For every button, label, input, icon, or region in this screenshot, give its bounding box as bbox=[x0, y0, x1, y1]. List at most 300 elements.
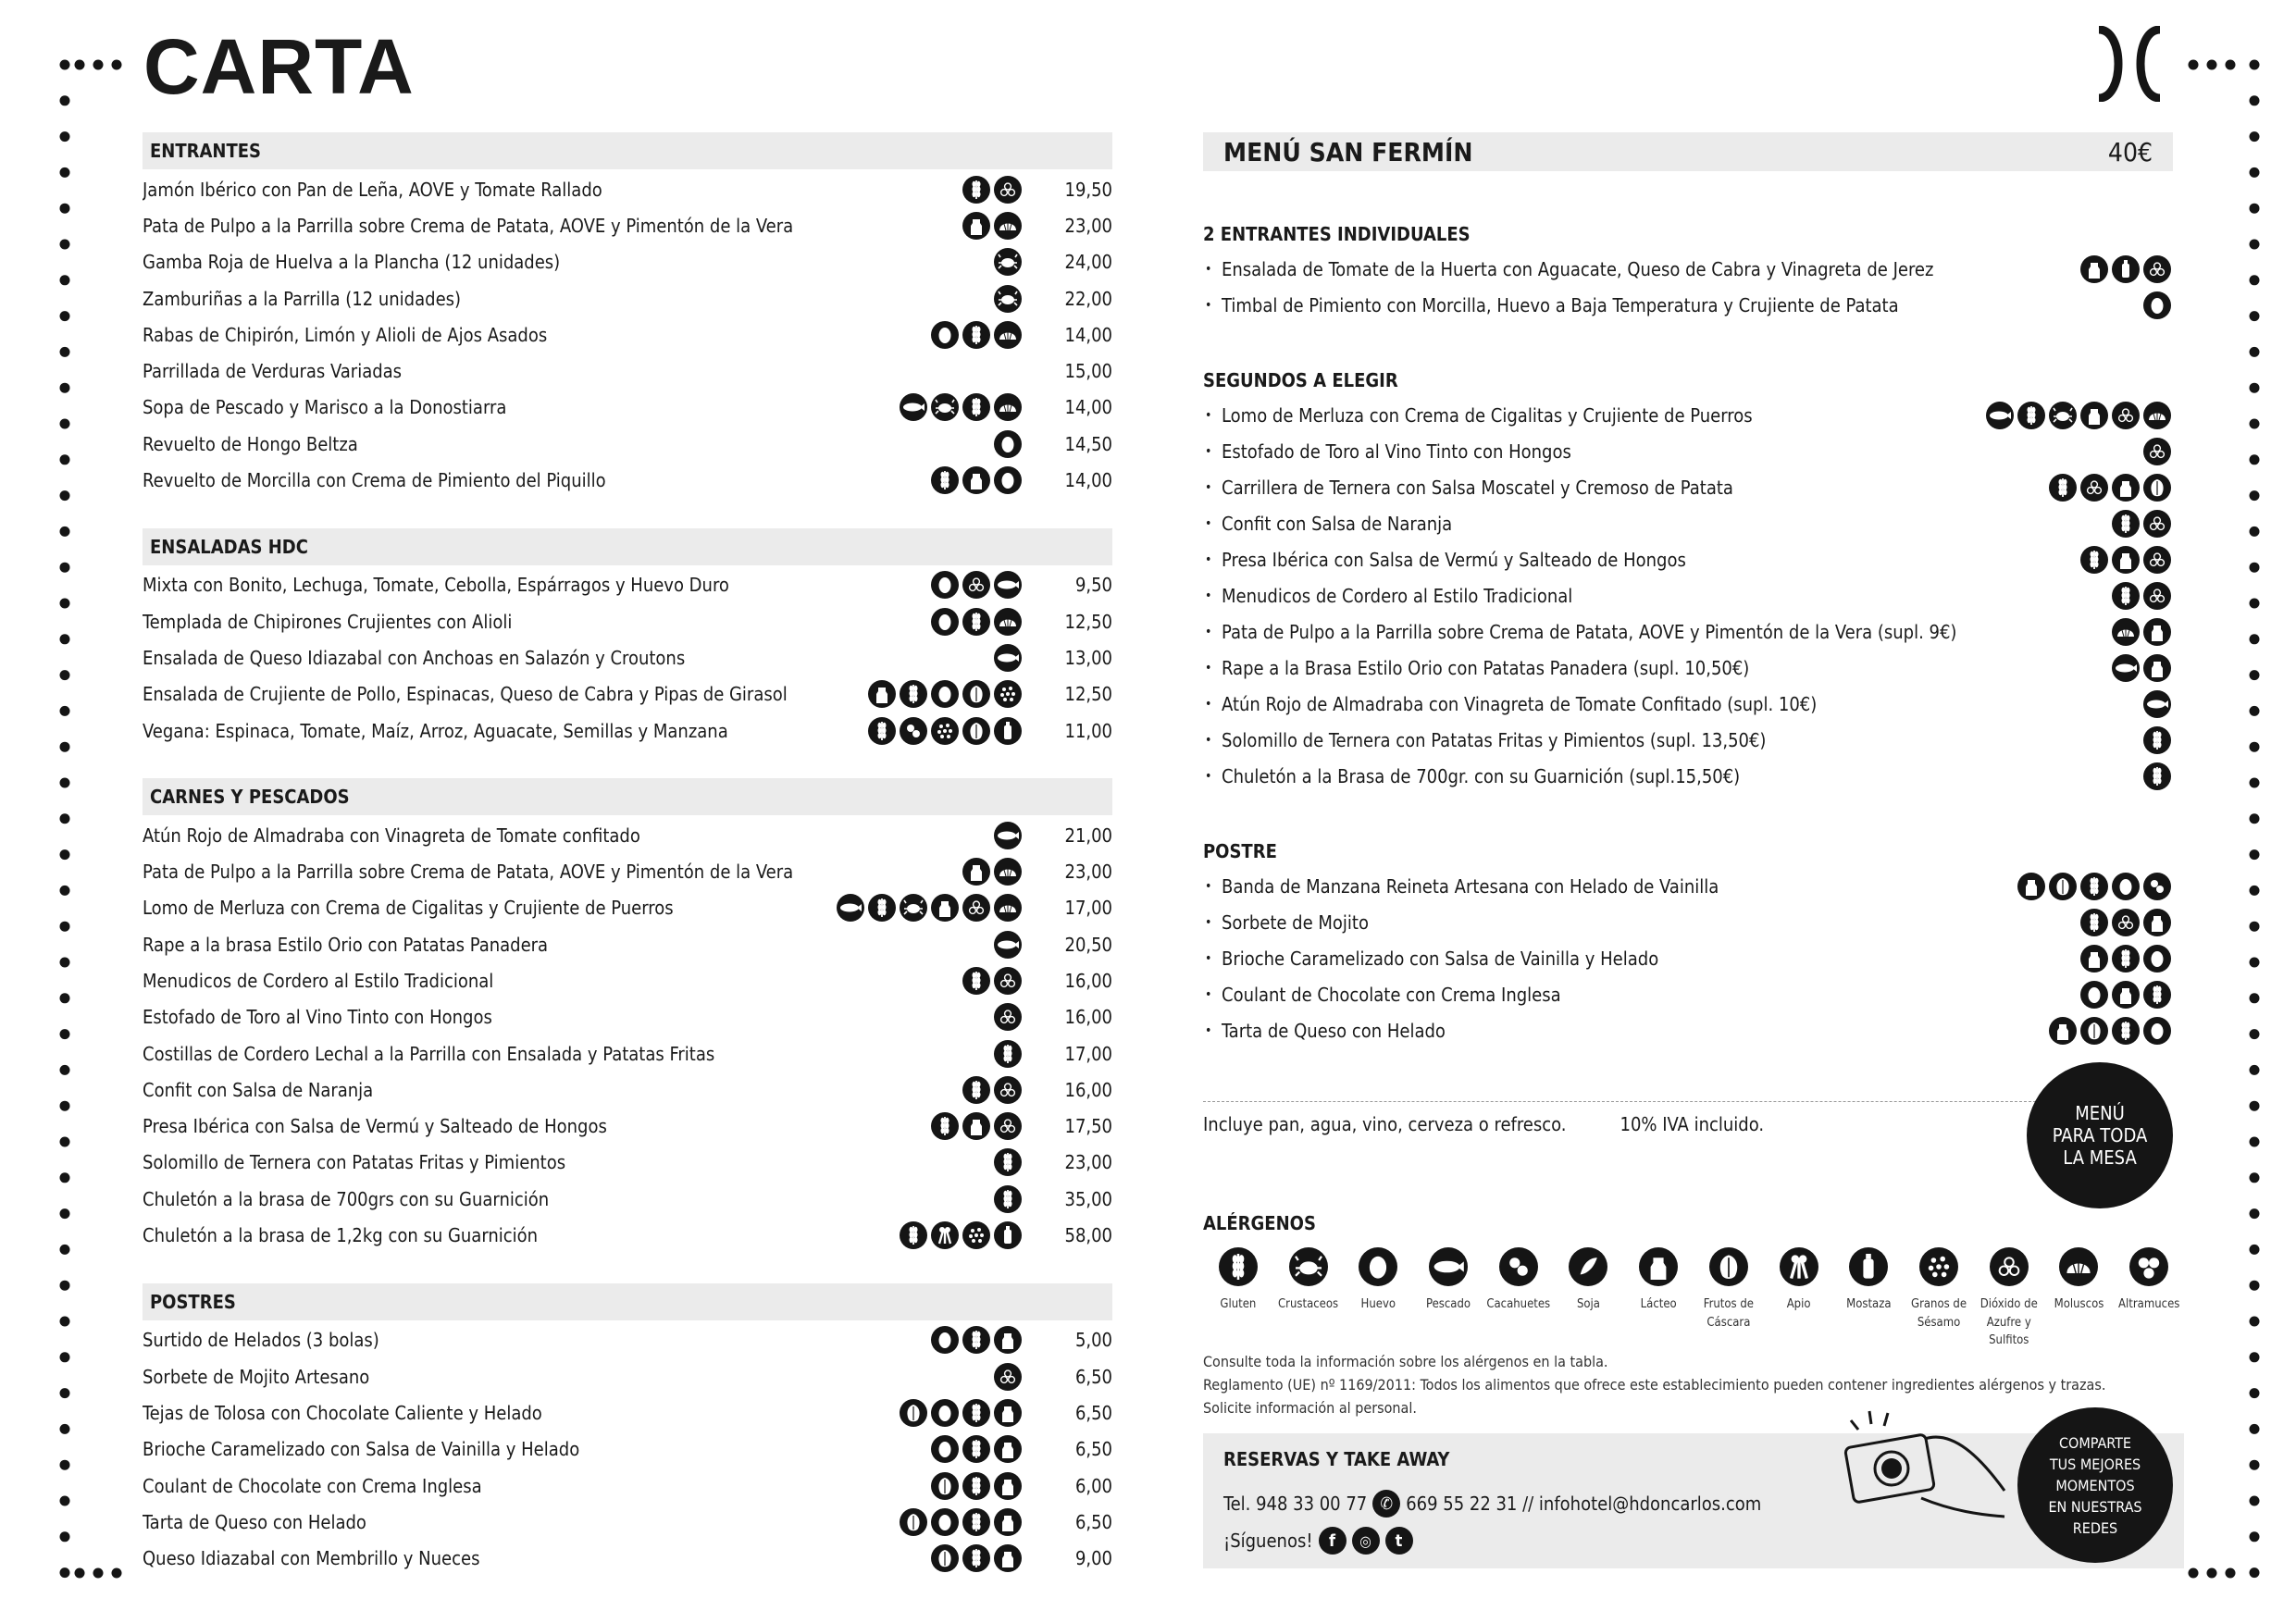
bullet: • bbox=[1205, 479, 1212, 495]
menu-item-row bbox=[143, 390, 1112, 426]
allergen-icons bbox=[931, 466, 1022, 494]
menu-item-row bbox=[143, 1181, 1112, 1217]
menu-item-row bbox=[143, 926, 1112, 962]
menu-item-row bbox=[143, 962, 1112, 998]
wheat-icon bbox=[962, 608, 990, 636]
allergens-title: ALÉRGENOS bbox=[1203, 1212, 1316, 1234]
item-price: 12,50 bbox=[1064, 683, 1112, 706]
bullet: • bbox=[1205, 696, 1212, 712]
option-name: Carrillera de Ternera con Salsa Moscatel y Cremoso de Patata bbox=[1222, 476, 1733, 499]
bullet: • bbox=[1205, 624, 1212, 639]
peanut-icon bbox=[2143, 873, 2171, 900]
whatsapp-email[interactable]: 669 55 22 31 // infohotel@hdoncarlos.com bbox=[1406, 1493, 1762, 1515]
instagram-icon[interactable]: ◎ bbox=[1352, 1527, 1380, 1555]
allergen-icons bbox=[931, 1326, 1022, 1354]
option-name: Estofado de Toro al Vino Tinto con Hongos bbox=[1222, 440, 1571, 463]
fish-icon bbox=[837, 894, 864, 922]
egg-icon bbox=[931, 608, 959, 636]
egg-icon bbox=[994, 466, 1022, 494]
crab-icon bbox=[994, 285, 1022, 313]
allergen-icons bbox=[994, 1148, 1022, 1176]
menu-item-row bbox=[143, 1468, 1112, 1504]
item-name: Rabas de Chipirón, Limón y Alioli de Ajos Asados bbox=[143, 323, 548, 346]
bullet: • bbox=[1205, 515, 1212, 531]
legend-label: Lácteo bbox=[1640, 1297, 1677, 1311]
phone-number[interactable]: Tel. 948 33 00 77 bbox=[1223, 1493, 1368, 1515]
item-name: Presa Ibérica con Salsa de Vermú y Salteado de Hongos bbox=[143, 1115, 607, 1138]
item-price: 24,00 bbox=[1064, 251, 1112, 274]
bullet: • bbox=[1205, 986, 1212, 1002]
section-gap bbox=[143, 499, 1112, 528]
fish-icon bbox=[994, 644, 1022, 672]
bullet: • bbox=[1205, 588, 1212, 603]
section-title: POSTRES bbox=[143, 1283, 1112, 1320]
item-name: Jamón Ibérico con Pan de Leña, AOVE y Tomate Rallado bbox=[143, 178, 602, 201]
milk-icon bbox=[2112, 981, 2140, 1009]
shell-icon bbox=[2112, 618, 2140, 646]
iva-text: 10% IVA incluido. bbox=[1620, 1113, 1765, 1135]
milk-icon bbox=[994, 1508, 1022, 1536]
item-name: Chuletón a la brasa de 700grs con su Guarnición bbox=[143, 1187, 550, 1210]
nut-icon bbox=[1709, 1247, 1748, 1286]
menu-option-row bbox=[1203, 433, 2173, 469]
wheat-icon bbox=[2049, 474, 2077, 502]
menu-item-row bbox=[143, 1072, 1112, 1108]
egg-icon bbox=[931, 321, 959, 349]
shell-icon bbox=[994, 212, 1022, 240]
sulfites-icon bbox=[994, 1076, 1022, 1104]
sulfites-icon bbox=[2080, 474, 2108, 502]
badge-line: MOMENTOS bbox=[2055, 1476, 2135, 1494]
item-name: Sorbete de Mojito Artesano bbox=[143, 1365, 370, 1388]
menu-option-row bbox=[1203, 650, 2173, 686]
crab-icon bbox=[994, 248, 1022, 276]
item-price: 6,50 bbox=[1074, 1438, 1112, 1461]
page-title: CARTA bbox=[143, 23, 415, 110]
shell-icon bbox=[994, 321, 1022, 349]
option-name: Menudicos de Cordero al Estilo Tradicional bbox=[1222, 584, 1573, 607]
item-name: Lomo de Merluza con Crema de Cigalitas y Crujiente de Puerros bbox=[143, 897, 674, 920]
shell-icon bbox=[994, 858, 1022, 886]
legend-label: Pescado bbox=[1425, 1297, 1471, 1311]
fish-icon bbox=[2143, 690, 2171, 718]
crab-icon bbox=[1289, 1247, 1328, 1286]
bullet: • bbox=[1205, 1022, 1212, 1038]
menu-item-row bbox=[143, 280, 1112, 316]
nut-icon bbox=[900, 1508, 927, 1536]
item-price: 16,00 bbox=[1064, 969, 1112, 992]
soy-icon bbox=[1569, 1247, 1607, 1286]
option-name: Solomillo de Ternera con Patatas Fritas y Pimientos (supl. 13,50€) bbox=[1222, 728, 1767, 751]
item-price: 9,00 bbox=[1074, 1547, 1112, 1570]
menu-option-row bbox=[1203, 287, 2173, 323]
wheat-icon bbox=[962, 1544, 990, 1572]
wheat-icon bbox=[2080, 909, 2108, 936]
item-name: Rape a la brasa Estilo Orio con Patatas Panadera bbox=[143, 933, 549, 956]
item-name: Costillas de Cordero Lechal a la Parrilla con Ensalada y Patatas Fritas bbox=[143, 1042, 715, 1065]
wheat-icon bbox=[2112, 582, 2140, 610]
bullet: • bbox=[1205, 551, 1212, 567]
option-name: Timbal de Pimiento con Morcilla, Huevo a Baja Temperatura y Crujiente de Patata bbox=[1222, 293, 1899, 316]
menu-item-row bbox=[143, 1394, 1112, 1431]
section-items bbox=[143, 1322, 1112, 1577]
milk-icon bbox=[2080, 255, 2108, 283]
menu-item-row bbox=[143, 1035, 1112, 1072]
egg-icon bbox=[931, 1399, 959, 1427]
item-name: Ensalada de Queso Idiazabal con Anchoas en Salazón y Croutons bbox=[143, 646, 686, 669]
allergen-icons bbox=[994, 931, 1022, 959]
option-name: Tarta de Queso con Helado bbox=[1222, 1019, 1446, 1042]
wheat-icon bbox=[994, 1185, 1022, 1213]
menu-option-row bbox=[1203, 577, 2173, 613]
wheat-icon bbox=[962, 321, 990, 349]
allergen-icons bbox=[994, 248, 1022, 276]
allergen-icons bbox=[2049, 1017, 2171, 1045]
item-price: 23,00 bbox=[1064, 214, 1112, 237]
fish-icon bbox=[900, 393, 927, 421]
allergen-icons bbox=[2049, 474, 2171, 502]
menu-item-row bbox=[143, 676, 1112, 712]
item-name: Menudicos de Cordero al Estilo Tradicional bbox=[143, 969, 494, 992]
milk-icon bbox=[2080, 402, 2108, 429]
section-items bbox=[143, 567, 1112, 749]
legend-item bbox=[1554, 1247, 1624, 1350]
allergen-icons bbox=[994, 1185, 1022, 1213]
milk-icon bbox=[994, 1326, 1022, 1354]
option-name: Brioche Caramelizado con Salsa de Vainilla y Helado bbox=[1222, 947, 1659, 970]
peanut-icon bbox=[900, 717, 927, 745]
item-price: 23,00 bbox=[1064, 1151, 1112, 1174]
legend-label: Gluten bbox=[1220, 1297, 1257, 1311]
item-price: 19,50 bbox=[1064, 178, 1112, 201]
legend-item bbox=[2114, 1247, 2184, 1350]
legend-item bbox=[1694, 1247, 1764, 1350]
menu-item-row bbox=[143, 1322, 1112, 1358]
item-name: Ensalada de Crujiente de Pollo, Espinacas, Queso de Cabra y Pipas de Girasol bbox=[143, 683, 788, 706]
item-name: Surtido de Helados (3 bolas) bbox=[143, 1329, 379, 1352]
item-name: Parrillada de Verduras Variadas bbox=[143, 360, 403, 383]
milk-icon bbox=[2080, 945, 2108, 973]
sulfites-icon bbox=[994, 1112, 1022, 1140]
follow-label: ¡Síguenos! bbox=[1223, 1530, 1313, 1552]
bullet: • bbox=[1205, 261, 1212, 277]
nut-icon bbox=[962, 680, 990, 708]
allergen-icons bbox=[2112, 654, 2171, 682]
celery-icon bbox=[1780, 1247, 1818, 1286]
option-name: Ensalada de Tomate de la Huerta con Aguacate, Queso de Cabra y Vinagreta de Jerez bbox=[1222, 257, 1934, 280]
peanut-icon bbox=[1499, 1247, 1538, 1286]
menu-item-row bbox=[143, 639, 1112, 675]
menu-item-row bbox=[143, 853, 1112, 889]
menu-table-badge bbox=[2027, 1062, 2173, 1208]
mustard-icon bbox=[994, 717, 1022, 745]
allergen-icons bbox=[837, 894, 1022, 922]
legend-item bbox=[1203, 1247, 1273, 1350]
menu-price: 40€ bbox=[2107, 136, 2153, 167]
item-price: 58,00 bbox=[1064, 1224, 1112, 1247]
egg-icon bbox=[2143, 291, 2171, 319]
wheat-icon bbox=[962, 1435, 990, 1463]
option-name: Confit con Salsa de Naranja bbox=[1222, 512, 1453, 535]
item-name: Estofado de Toro al Vino Tinto con Hongos bbox=[143, 1006, 492, 1029]
allergen-icons bbox=[931, 608, 1022, 636]
menu-item-row bbox=[143, 1217, 1112, 1253]
menu-item-row bbox=[143, 1109, 1112, 1145]
menu-option-row bbox=[1203, 613, 2173, 650]
nut-icon bbox=[2049, 873, 2077, 900]
allergen-icons bbox=[900, 1399, 1022, 1427]
legend-label: Apio bbox=[1786, 1297, 1811, 1311]
allergen-icons bbox=[962, 212, 1022, 240]
option-name: Chuletón a la Brasa de 700gr. con su Guarnición (supl.15,50€) bbox=[1222, 764, 1741, 787]
menu-item-row bbox=[143, 426, 1112, 462]
item-name: Tejas de Tolosa con Chocolate Caliente y Helado bbox=[143, 1401, 542, 1424]
egg-icon bbox=[931, 1435, 959, 1463]
allergen-icons bbox=[900, 1221, 1022, 1249]
share-badge bbox=[2017, 1407, 2173, 1563]
bullet: • bbox=[1205, 914, 1212, 930]
milk-icon bbox=[2143, 909, 2171, 936]
section-gap bbox=[143, 1254, 1112, 1283]
allergen-icons bbox=[994, 1003, 1022, 1031]
menu-group-title: POSTRE bbox=[1203, 840, 1277, 862]
shell-icon bbox=[2143, 402, 2171, 429]
item-price: 16,00 bbox=[1064, 1006, 1112, 1029]
item-name: Mixta con Bonito, Lechuga, Tomate, Cebolla, Espárragos y Huevo Duro bbox=[143, 574, 729, 597]
crab-icon bbox=[900, 894, 927, 922]
wheat-icon bbox=[900, 1221, 927, 1249]
legend-item bbox=[2044, 1247, 2115, 1350]
bullet: • bbox=[1205, 768, 1212, 784]
allergen-icons bbox=[931, 321, 1022, 349]
wheat-icon bbox=[962, 393, 990, 421]
nut-icon bbox=[900, 1399, 927, 1427]
item-price: 23,00 bbox=[1064, 861, 1112, 884]
allergen-icons bbox=[868, 717, 1022, 745]
item-name: Sopa de Pescado y Marisco a la Donostiarra bbox=[143, 396, 507, 419]
legend-item bbox=[1904, 1247, 1974, 1350]
menu-item-row bbox=[143, 316, 1112, 353]
contact-title: RESERVAS Y TAKE AWAY bbox=[1223, 1448, 1450, 1470]
milk-icon bbox=[868, 680, 896, 708]
allergen-icons bbox=[994, 1040, 1022, 1068]
egg-icon bbox=[2143, 1017, 2171, 1045]
badge-line: LA MESA bbox=[2063, 1146, 2137, 1169]
wheat-icon bbox=[962, 1076, 990, 1104]
sulfites-icon bbox=[962, 894, 990, 922]
menu-option-row bbox=[1203, 758, 2173, 794]
wheat-icon bbox=[962, 1326, 990, 1354]
bullet: • bbox=[1205, 878, 1212, 894]
wheat-icon bbox=[962, 1472, 990, 1500]
allergen-icons bbox=[2080, 981, 2171, 1009]
allergen-icons bbox=[931, 1544, 1022, 1572]
allergen-icons bbox=[868, 680, 1022, 708]
item-price: 21,00 bbox=[1064, 824, 1112, 847]
legend-item bbox=[1764, 1247, 1834, 1350]
wheat-icon bbox=[2143, 981, 2171, 1009]
nut-icon bbox=[931, 1472, 959, 1500]
egg-icon bbox=[2080, 981, 2108, 1009]
badge-line: COMPARTE bbox=[2058, 1433, 2132, 1452]
bullet: • bbox=[1205, 732, 1212, 748]
carta-column bbox=[143, 132, 1112, 1577]
badge-line: MENÚ bbox=[2075, 1102, 2125, 1124]
item-name: Tarta de Queso con Helado bbox=[143, 1510, 366, 1533]
item-price: 12,50 bbox=[1064, 610, 1112, 633]
menu-item-row bbox=[143, 244, 1112, 280]
wheat-icon bbox=[2080, 546, 2108, 574]
sulfites-icon bbox=[962, 571, 990, 599]
item-name: Confit con Salsa de Naranja bbox=[143, 1078, 374, 1101]
egg-icon bbox=[931, 1508, 959, 1536]
allergen-icons bbox=[900, 393, 1022, 421]
nut-icon bbox=[931, 1544, 959, 1572]
crab-icon bbox=[2049, 402, 2077, 429]
menu-option-row bbox=[1203, 505, 2173, 541]
section-title: CARNES Y PESCADOS bbox=[143, 778, 1112, 815]
milk-icon bbox=[1639, 1247, 1678, 1286]
menu-item-row bbox=[143, 1431, 1112, 1468]
menu-option-row bbox=[1203, 1012, 2173, 1048]
menu-item-row bbox=[143, 1541, 1112, 1577]
badge-line: PARA TODA bbox=[2052, 1124, 2148, 1146]
allergen-icons bbox=[2143, 438, 2171, 465]
camera-hand-icon bbox=[1832, 1402, 2008, 1531]
legend-label: Dióxido de Azufre y Sulfitos bbox=[1980, 1297, 2038, 1347]
item-name: Gamba Roja de Huelva a la Plancha (12 unidades) bbox=[143, 251, 561, 274]
allergen-icons bbox=[1986, 402, 2171, 429]
shell-icon bbox=[994, 894, 1022, 922]
wheat-icon bbox=[962, 1399, 990, 1427]
menu-option-row bbox=[1203, 251, 2173, 287]
menu-column bbox=[1203, 132, 2180, 1552]
allergen-icons bbox=[962, 176, 1022, 204]
milk-icon bbox=[2143, 618, 2171, 646]
includes-text: Incluye pan, agua, vino, cerveza o refresco. bbox=[1203, 1113, 1567, 1135]
sesame-icon bbox=[962, 1221, 990, 1249]
item-price: 14,00 bbox=[1064, 323, 1112, 346]
option-name: Pata de Pulpo a la Parrilla sobre Crema de Patata, AOVE y Pimentón de la Vera (supl. 9€) bbox=[1222, 620, 1957, 643]
bullet: • bbox=[1205, 950, 1212, 966]
sulfites-icon bbox=[2143, 546, 2171, 574]
wheat-icon bbox=[1219, 1247, 1258, 1286]
legend-item bbox=[1343, 1247, 1413, 1350]
menu-item-row bbox=[143, 1358, 1112, 1394]
sulfites-icon bbox=[994, 1003, 1022, 1031]
badge-line: EN NUESTRAS bbox=[2048, 1497, 2142, 1516]
menu-group-title: SEGUNDOS A ELEGIR bbox=[1203, 369, 1398, 391]
tumblr-icon[interactable]: t bbox=[1385, 1527, 1413, 1555]
badge-line: TUS MEJORES bbox=[2049, 1455, 2141, 1473]
legend-label: Granos de Sésamo bbox=[1911, 1297, 1967, 1330]
sulfites-icon bbox=[2143, 438, 2171, 465]
menu-option-row bbox=[1203, 541, 2173, 577]
allergen-icons bbox=[2017, 873, 2171, 900]
legend-label: Moluscos bbox=[2054, 1297, 2104, 1311]
wheat-icon bbox=[900, 680, 927, 708]
wheat-icon bbox=[2017, 402, 2045, 429]
allergen-icons bbox=[931, 1472, 1022, 1500]
allergen-icons bbox=[931, 571, 1022, 599]
wheat-icon bbox=[2143, 762, 2171, 790]
bullet: • bbox=[1205, 297, 1212, 313]
legend-label: Frutos de Cáscara bbox=[1703, 1297, 1754, 1330]
item-price: 17,50 bbox=[1064, 1115, 1112, 1138]
menu-option-row bbox=[1203, 722, 2173, 758]
item-name: Solomillo de Ternera con Patatas Fritas y Pimientos bbox=[143, 1151, 566, 1174]
egg-icon bbox=[994, 430, 1022, 458]
wheat-icon bbox=[868, 894, 896, 922]
mustard-icon bbox=[994, 1221, 1022, 1249]
sesame-icon bbox=[931, 717, 959, 745]
bullet: • bbox=[1205, 660, 1212, 675]
fish-icon bbox=[2112, 654, 2140, 682]
lupin-icon bbox=[2129, 1247, 2168, 1286]
legend-label: Soja bbox=[1576, 1297, 1600, 1311]
sulfites-icon bbox=[994, 176, 1022, 204]
fish-icon bbox=[994, 822, 1022, 849]
menu-item-row bbox=[143, 567, 1112, 603]
option-name: Banda de Manzana Reineta Artesana con Helado de Vainilla bbox=[1222, 874, 1719, 898]
allergen-icons bbox=[931, 1435, 1022, 1463]
allergen-icons bbox=[2080, 255, 2171, 283]
menu-item-row bbox=[143, 207, 1112, 243]
allergen-icons bbox=[931, 1112, 1022, 1140]
menu-item-row bbox=[143, 1145, 1112, 1181]
allergen-icons bbox=[2080, 909, 2171, 936]
wheat-icon bbox=[931, 466, 959, 494]
item-price: 14,00 bbox=[1064, 469, 1112, 492]
wheat-icon bbox=[2112, 1017, 2140, 1045]
wheat-icon bbox=[931, 1112, 959, 1140]
allergen-icons bbox=[2143, 762, 2171, 790]
legend-item bbox=[1483, 1247, 1554, 1350]
item-price: 6,50 bbox=[1074, 1365, 1112, 1388]
allergen-icons bbox=[962, 967, 1022, 995]
milk-icon bbox=[962, 1112, 990, 1140]
shell-icon bbox=[994, 608, 1022, 636]
allergen-icons bbox=[2112, 582, 2171, 610]
menu-item-row bbox=[143, 1504, 1112, 1540]
egg-icon bbox=[931, 680, 959, 708]
allergen-icons bbox=[994, 822, 1022, 849]
legend-item bbox=[1974, 1247, 2044, 1350]
section-title: ENSALADAS HDC bbox=[143, 528, 1112, 565]
menu-item-row bbox=[143, 603, 1112, 639]
item-price: 17,00 bbox=[1064, 1042, 1112, 1065]
option-name: Sorbete de Mojito bbox=[1222, 911, 1369, 934]
menu-item-row bbox=[143, 890, 1112, 926]
option-name: Coulant de Chocolate con Crema Inglesa bbox=[1222, 983, 1561, 1006]
wheat-icon bbox=[962, 967, 990, 995]
menu-item-row bbox=[143, 712, 1112, 749]
facebook-icon[interactable]: f bbox=[1319, 1527, 1347, 1555]
milk-icon bbox=[2143, 654, 2171, 682]
allergen-icons bbox=[962, 858, 1022, 886]
legend-item bbox=[1833, 1247, 1904, 1350]
sulfites-icon bbox=[2112, 909, 2140, 936]
whatsapp-icon[interactable]: ✆ bbox=[1372, 1490, 1400, 1518]
wheat-icon bbox=[2112, 510, 2140, 538]
item-price: 5,00 bbox=[1074, 1329, 1112, 1352]
allergen-icons bbox=[2112, 618, 2171, 646]
item-name: Pata de Pulpo a la Parrilla sobre Crema de Patata, AOVE y Pimentón de la Vera bbox=[143, 214, 794, 237]
menu-option-row bbox=[1203, 868, 2173, 904]
wheat-icon bbox=[2080, 873, 2108, 900]
section-items bbox=[143, 817, 1112, 1254]
item-name: Templada de Chipirones Crujientes con Alioli bbox=[143, 610, 513, 633]
